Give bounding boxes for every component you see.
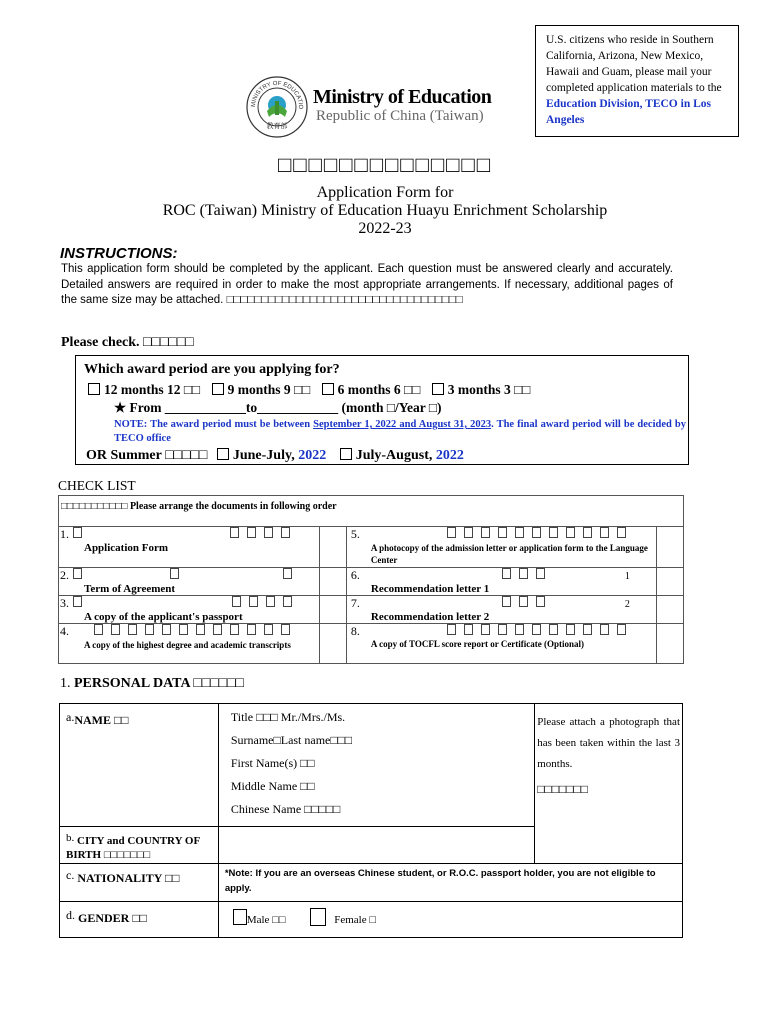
personal-data-table [59, 703, 683, 938]
award-from-line: ★ From ____________to____________ (month □/Year □) [114, 400, 442, 415]
instructions-cn: □□□□□□□□□□□□□□□□□□□□□□□□□□□□□□□□□□ [226, 294, 463, 306]
title-line-2: ROC (Taiwan) Ministry of Education Huayu Enrichment Scholarship [162, 202, 608, 219]
option-12-months: 12 months 12 □□ [104, 382, 201, 397]
gender-label: GENDER □□ [78, 911, 147, 925]
photo-instructions: Please attach a photograph that has been taken within the last 3 months. [537, 716, 680, 770]
photo-cell[interactable] [535, 704, 683, 864]
title-line-1: Application Form for [316, 184, 454, 201]
checklist-check-7[interactable] [656, 596, 683, 624]
option-3-months: 3 months 3 □□ [447, 382, 531, 397]
award-note-prefix: NOTE: The award period must be between [114, 419, 314, 430]
checklist-item-1: 1. Application Form [59, 527, 320, 568]
first-name-field[interactable]: First Name(s) □□ [230, 756, 315, 770]
nationality-label-cell: c. NATIONALITY □□ [60, 864, 219, 902]
country-name: Republic of China (Taiwan) [316, 108, 484, 124]
surname-field[interactable]: Surname□Last name□□□ [230, 733, 353, 747]
checklist-item-3: 3. A copy of the applicant's passport [59, 596, 320, 624]
award-note-suffix: . The final award period will be decided by TECO office [114, 419, 686, 444]
checklist-check-8[interactable] [656, 624, 683, 664]
checkbox-6-months[interactable] [322, 383, 334, 395]
ministry-name: Ministry of Education [313, 86, 492, 108]
option-june-july: June-July, [232, 448, 299, 463]
checklist-item-2: 2. Term of Agreement [59, 568, 320, 596]
summer-year-1: 2022 [298, 448, 327, 463]
instructions-text [61, 262, 673, 309]
name-label-cell: a.NAME □□ [60, 704, 219, 827]
option-july-august: July-August, [355, 448, 436, 463]
checklist-check-2[interactable] [319, 568, 346, 596]
checklist-check-4[interactable] [319, 624, 346, 664]
award-note-dates: September 1, 2022 and August 31, 2023 [313, 419, 492, 430]
checkbox-male[interactable] [233, 909, 247, 925]
award-note [114, 418, 686, 446]
checkbox-july-august[interactable] [340, 448, 352, 460]
checklist-item-5: 5. A photocopy of the admission letter or application form to the Language Center [346, 527, 656, 568]
birth-label-cell: b. CITY and COUNTRY OF BIRTH □□□□□□□ [60, 827, 219, 864]
birth-field[interactable] [218, 827, 534, 864]
svg-text:教育部: 教育部 [266, 122, 288, 130]
name-fields-cell[interactable] [218, 704, 534, 827]
seal-text: MINISTRY OF EDUCATIO [250, 80, 304, 110]
ministry-seal-logo [245, 75, 309, 139]
personal-data-heading [60, 676, 244, 692]
checklist-check-3[interactable] [319, 596, 346, 624]
checklist-item-8: 8. A copy of TOCFL score report or Certificate (Optional) [346, 624, 656, 664]
personal-heading-num: 1. [60, 676, 74, 691]
male-label: Male □□ [246, 914, 286, 926]
nationality-label: NATIONALITY □□ [77, 871, 180, 885]
chinese-title: □□□□□□□□□□□□□□ [277, 152, 493, 177]
summer-year-2: 2022 [435, 448, 464, 463]
mailing-notice-highlight: Education Division, TECO in Los Angeles [546, 98, 711, 126]
checklist-subtitle: □□□□□□□□□□□ Please arrange the documents in following order [59, 496, 684, 527]
checklist-check-1[interactable] [319, 527, 346, 568]
checklist-table [58, 495, 684, 664]
title-field[interactable]: Title □□□ Mr./Mrs./Ms. [230, 710, 346, 724]
checkbox-3-months[interactable] [432, 383, 444, 395]
instructions-body: This application form should be completed by the applicant. Each question must be answered clearly and accurately. Detailed answers are required in order to make the most appropriate arrangements. If necessary, additional pages of the same size may be attached. [61, 263, 673, 306]
award-period-box [75, 355, 689, 465]
title-line-3: 2022-23 [358, 220, 412, 237]
checklist-item-6: 6. 1 Recommendation letter 1 [346, 568, 656, 596]
checklist-check-6[interactable] [656, 568, 683, 596]
middle-name-field[interactable]: Middle Name □□ [230, 779, 315, 793]
name-label: NAME □□ [74, 713, 129, 727]
personal-heading-text: PERSONAL DATA □□□□□□ [74, 676, 245, 691]
birth-label: CITY and COUNTRY OF BIRTH □□□□□□□ [66, 835, 200, 861]
checkbox-female[interactable] [310, 908, 326, 926]
summer-row [86, 448, 464, 464]
option-9-months: 9 months 9 □□ [227, 382, 311, 397]
award-question: Which award period are you applying for? [84, 362, 340, 377]
nationality-note: *Note: If you are an overseas Chinese student, or R.O.C. passport holder, you are not eligible to apply. [224, 868, 656, 894]
gender-field [218, 902, 682, 938]
mailing-notice-text: U.S. citizens who reside in Southern California, Arizona, New Mexico, Hawaii and Guam, please mail your completed application materials to the [546, 34, 722, 94]
chinese-name-field[interactable]: Chinese Name □□□□□ [230, 802, 341, 816]
checklist-item-7: 7. 2 Recommendation letter 2 [346, 596, 656, 624]
summer-label: OR Summer □□□□□ [86, 448, 208, 463]
checklist-check-5[interactable] [656, 527, 683, 568]
option-6-months: 6 months 6 □□ [337, 382, 421, 397]
checkbox-12-months[interactable] [88, 383, 100, 395]
instructions-heading: INSTRUCTIONS: [60, 245, 178, 262]
gender-label-cell: d. GENDER □□ [60, 902, 219, 938]
photo-cn: □□□□□□□ [537, 782, 588, 796]
award-options-row [86, 382, 530, 398]
please-check-label: Please check. □□□□□□ [61, 335, 194, 350]
checklist-item-4: 4. A copy of the highest degree and academic transcripts [59, 624, 320, 664]
mailing-notice-box [535, 25, 739, 137]
checkbox-june-july[interactable] [217, 448, 229, 460]
checkbox-9-months[interactable] [212, 383, 224, 395]
checklist-title: CHECK LIST [58, 478, 136, 493]
nationality-field[interactable] [218, 864, 682, 902]
female-label: Female □ [334, 914, 376, 926]
